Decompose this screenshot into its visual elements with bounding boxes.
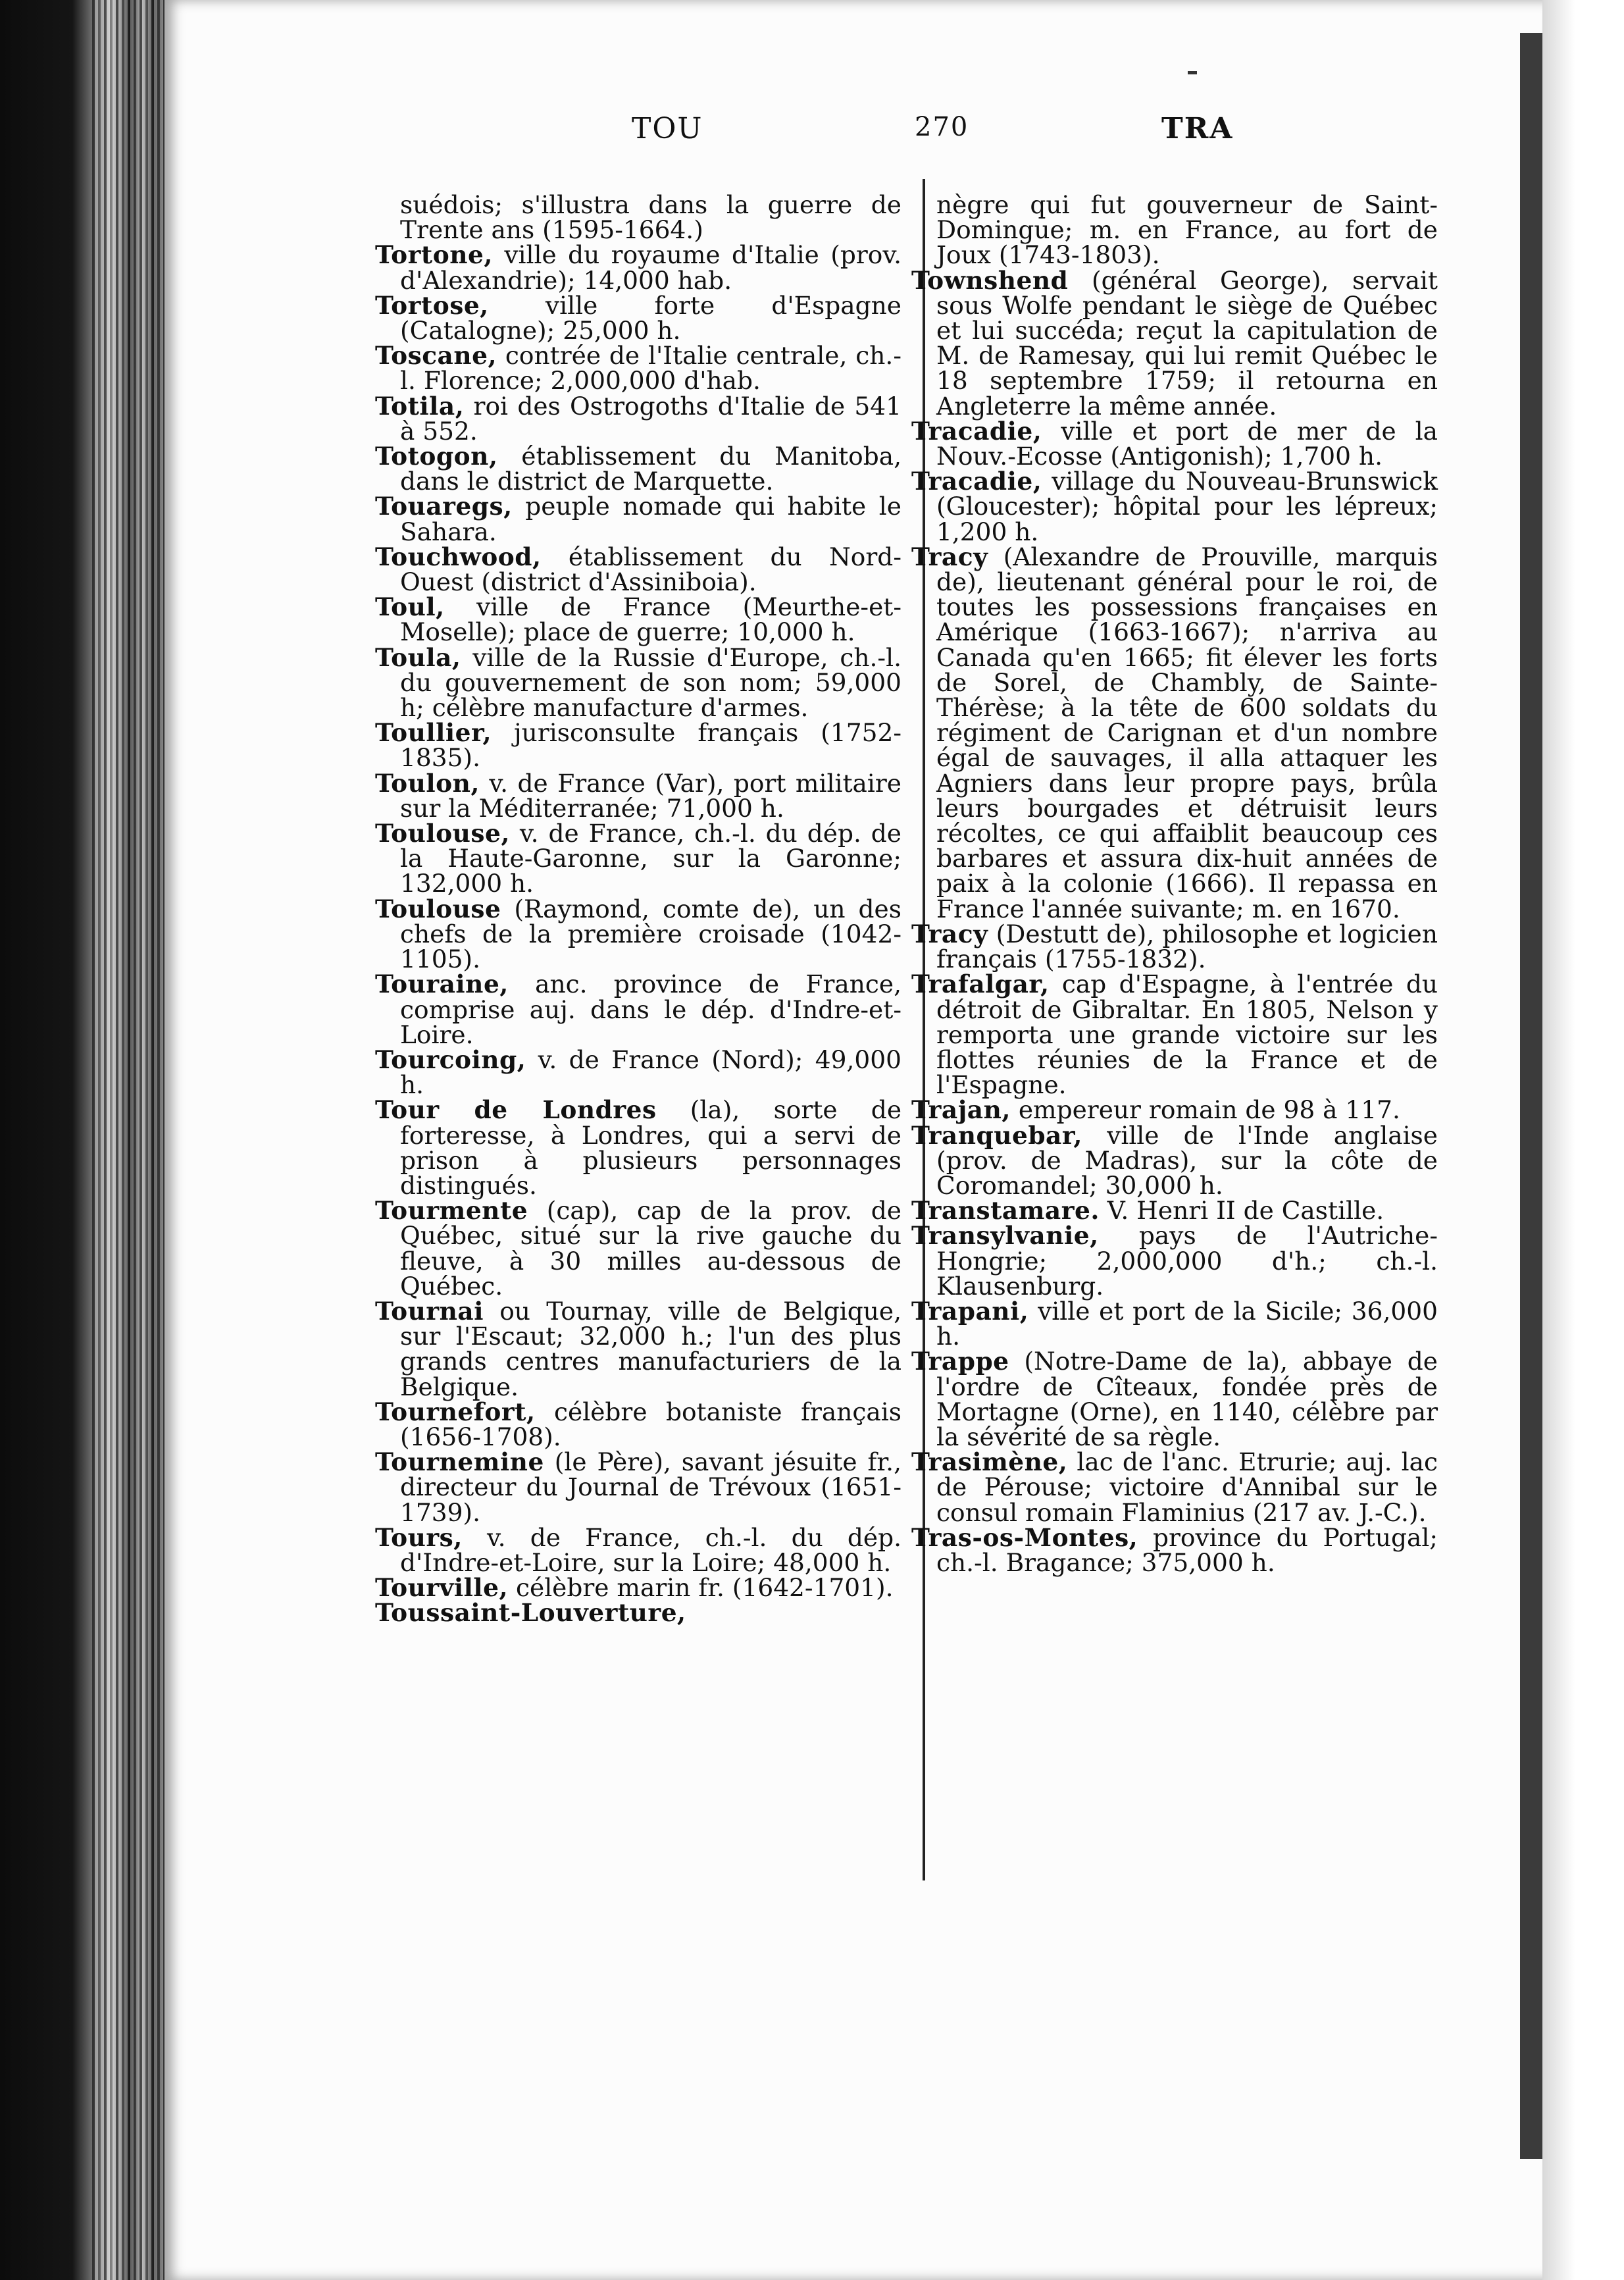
dictionary-entry	[375, 972, 901, 1047]
entry-headword: Tournemine	[375, 1447, 544, 1477]
entry-headword: Touchwood,	[375, 542, 542, 571]
book-page-edges	[92, 0, 171, 2280]
entry-headword: Tranquebar,	[911, 1120, 1082, 1150]
entry-definition: v. de France, ch.-l. du dép. de la Haute-Garonne, sur la Garonne; 132,000 h.	[400, 819, 901, 898]
dictionary-entry	[911, 1120, 1438, 1200]
entry-headword: Trafalgar,	[911, 970, 1050, 999]
entry-headword: Tracadie,	[911, 467, 1042, 496]
entry-definition: (Raymond, comte de), un des chefs de la première croisade (1042-1105).	[400, 894, 901, 974]
dictionary-entry	[375, 768, 901, 823]
dictionary-entry	[375, 1045, 901, 1100]
entry-definition: lac de l'anc. Etrurie; auj. lac de Pérouse; victoire d'Annibal sur le consul romain Flaminius (217 av. J.-C.).	[936, 1447, 1438, 1527]
entry-definition: établissement du Nord-Ouest (district d'Assiniboia).	[400, 542, 901, 597]
entry-headword: Tourcoing,	[375, 1045, 526, 1074]
entry-definition: suédois; s'illustra dans la guerre de Trente ans (1595-1664.)	[400, 190, 901, 245]
entry-definition: ville du royaume d'Italie (prov. d'Alexandrie); 14,000 hab.	[400, 240, 901, 295]
dictionary-entry	[375, 341, 901, 396]
right-column	[911, 192, 1438, 1575]
dictionary-entry	[911, 265, 1438, 421]
dictionary-entry	[375, 190, 901, 245]
entry-headword: Totila,	[375, 391, 465, 421]
dictionary-entry	[911, 416, 1438, 471]
dictionary-entry	[911, 1196, 1438, 1226]
entry-definition: (Destutt de), philosophe et logicien français (1755-1832).	[936, 919, 1438, 974]
dictionary-entry	[375, 444, 901, 494]
dictionary-entry	[375, 1522, 901, 1577]
entry-headword: Tour de Londres	[375, 1095, 657, 1125]
entry-headword: Touraine,	[375, 970, 509, 999]
dictionary-entry	[375, 718, 901, 773]
entry-headword: Toscane,	[375, 341, 497, 371]
entry-headword: Tournefort,	[375, 1397, 536, 1426]
entry-headword: Tracadie,	[911, 416, 1042, 446]
running-head-right: TRA	[1161, 112, 1234, 145]
dictionary-entry	[375, 1296, 901, 1401]
dictionary-entry	[911, 1522, 1438, 1577]
entry-headword: Toulouse	[375, 894, 501, 923]
entry-headword: Townshend	[911, 265, 1069, 295]
entry-definition: ville de l'Inde anglaise (prov. de Madras), sur la côte de Coromandel; 30,000 h.	[936, 1120, 1438, 1200]
entry-headword: Touaregs,	[375, 492, 513, 521]
scan-right-edge	[1520, 33, 1542, 2159]
entry-definition: (Notre-Dame de la), abbaye de l'ordre de Cîteaux, fondée près de Mortagne (Orne), en 1140, célèbre par la sévérité de sa règle.	[936, 1347, 1438, 1451]
dictionary-entry	[375, 1449, 901, 1525]
page-number: 270	[915, 112, 969, 142]
entry-definition: ville forte d'Espagne (Catalogne); 25,000 h.	[400, 290, 901, 346]
dictionary-entry	[375, 642, 901, 723]
dictionary-entry	[375, 391, 901, 446]
entry-definition: jurisconsulte français (1752-1835).	[400, 718, 901, 773]
entry-headword: Tourville,	[375, 1573, 509, 1603]
dictionary-entry	[375, 542, 901, 597]
entry-headword: Toulouse,	[375, 819, 510, 848]
dictionary-entry	[375, 1573, 901, 1603]
entry-definition: ville de la Russie d'Europe, ch.-l. du gouvernement de son nom; 59,000 h; célèbre manufacture d'armes.	[400, 642, 901, 723]
entry-definition: célèbre marin fr. (1642-1701).	[508, 1573, 894, 1603]
dictionary-entry	[375, 290, 901, 346]
dictionary-entry	[375, 1399, 901, 1449]
entry-headword: Toul,	[375, 592, 445, 622]
entry-headword: Tortone,	[375, 240, 493, 270]
entry-definition: nègre qui fut gouverneur de Saint-Domingue; m. en France, au fort de Joux (1743-1803).	[936, 190, 1438, 270]
entry-headword: Toulon,	[375, 768, 480, 798]
entry-headword: Tracy	[911, 919, 988, 948]
entry-definition: établissement du Manitoba, dans le district de Marquette.	[400, 442, 901, 496]
entry-definition: (général George), servait sous Wolfe pendant le siège de Québec et lui succéda; reçut la capitulation de M. de Ramesay, qui lui remit Québec le 18 septembre 1759; il retourna en Angleterre la même année.	[936, 265, 1438, 421]
entry-definition: (le Père), savant jésuite fr., directeur du Journal de Trévoux (1651-1739).	[400, 1447, 901, 1527]
dictionary-entry	[911, 1349, 1438, 1449]
entry-headword: Trapani,	[911, 1296, 1029, 1326]
entry-headword: Transtamare.	[911, 1196, 1100, 1226]
dictionary-entry	[375, 592, 901, 647]
entry-headword: Tracy	[911, 542, 988, 571]
entry-headword: Toullier,	[375, 718, 492, 748]
dictionary-entry	[375, 1097, 901, 1198]
entry-definition: cap d'Espagne, à l'entrée du détroit de Gibraltar. En 1805, Nelson y remporta une grande victoire sur les flottes réunies de la France et de l'Espagne.	[936, 970, 1438, 1100]
entry-definition: village du Nouveau-Brunswick (Gloucester); hôpital pour les lépreux; 1,200 h.	[936, 467, 1438, 546]
dictionary-entry	[911, 1223, 1438, 1299]
scan-right-margin	[1542, 0, 1624, 2280]
entry-definition: v. de France, ch.-l. du dép. d'Indre-et-Loire, sur la Loire; 48,000 h.	[400, 1522, 901, 1577]
entry-headword: Trappe	[911, 1347, 1009, 1376]
entry-definition: contrée de l'Italie centrale, ch.-l. Florence; 2,000,000 d'hab.	[400, 341, 901, 396]
dictionary-entry	[911, 1095, 1438, 1125]
dictionary-entry	[375, 1598, 901, 1628]
print-mark	[1188, 71, 1197, 74]
entry-definition: V. Henri II de Castille.	[1099, 1196, 1384, 1226]
entry-headword: Tourmente	[375, 1196, 528, 1226]
entry-definition: province du Portugal; ch.-l. Bragance; 375,000 h.	[936, 1522, 1438, 1577]
dictionary-entry	[375, 821, 901, 896]
entry-definition: ville et port de mer de la Nouv.-Ecosse (Antigonish); 1,700 h.	[936, 416, 1438, 471]
dictionary-entry	[911, 970, 1438, 1100]
entry-headword: Toula,	[375, 642, 461, 672]
entry-definition: pays de l'Autriche-Hongrie; 2,000,000 d'h.; ch.-l. Klausenburg.	[936, 1221, 1438, 1301]
dictionary-entry	[911, 192, 1438, 268]
dictionary-entry	[911, 544, 1438, 921]
entry-definition: (Alexandre de Prouville, marquis de), lieutenant général pour le roi, de toutes les possessions françaises en Amérique (1663-1667); n'arriva au Canada qu'en 1665; fit élever les forts de Sorel, de Chambly, de Sainte-Thérèse; à la tête de 600 soldats du régiment de Carignan et d'un nombre égal de sauvages, il alla attaquer les Agniers dans leur propre pays, brûla leurs bourgades et détruisit leurs récoltes, ce qui affaiblit beaucoup ces barbares et assura dix-huit années de paix à la colonie (1666). Il repassa en France l'année suivante; m. en 1670.	[936, 542, 1438, 923]
dictionary-entry	[375, 896, 901, 972]
entry-definition: ville de France (Meurthe-et-Moselle); place de guerre; 10,000 h.	[400, 592, 901, 647]
entry-definition: (cap), cap de la prov. de Québec, situé sur la rive gauche du fleuve, à 30 milles au-dessous de Québec.	[400, 1196, 901, 1301]
left-column	[375, 192, 901, 1626]
dictionary-entry	[911, 921, 1438, 972]
entry-definition: ou Tournay, ville de Belgique, sur l'Escaut; 32,000 h.; l'un des plus grands centres manufacturiers de la Belgique.	[400, 1296, 901, 1401]
entry-headword: Totogon,	[375, 442, 498, 471]
entry-headword: Tras-os-Montes,	[911, 1522, 1138, 1552]
entry-headword: Trasimène,	[911, 1447, 1068, 1477]
entry-definition: v. de France (Nord); 49,000 h.	[400, 1045, 901, 1100]
entry-headword: Transylvanie,	[911, 1221, 1099, 1251]
entry-definition: peuple nomade qui habite le Sahara.	[400, 492, 901, 546]
entry-definition: célèbre botaniste français (1656-1708).	[400, 1397, 901, 1451]
entry-headword: Tortose,	[375, 290, 489, 320]
dictionary-entry	[375, 1198, 901, 1299]
entry-definition: ville et port de la Sicile; 36,000 h.	[936, 1296, 1438, 1351]
entry-definition: anc. province de France, comprise auj. dans le dép. d'Indre-et-Loire.	[400, 970, 901, 1049]
dictionary-entry	[911, 1296, 1438, 1351]
dictionary-entry	[375, 494, 901, 544]
entry-definition: v. de France (Var), port militaire sur la Méditerranée; 71,000 h.	[400, 768, 901, 823]
entry-headword: Trajan,	[911, 1095, 1011, 1125]
entry-definition: roi des Ostrogoths d'Italie de 541 à 552.	[400, 391, 901, 446]
running-head-left: TOU	[632, 112, 703, 145]
entry-headword: Tours,	[375, 1522, 463, 1552]
entry-headword: Tournai	[375, 1296, 484, 1326]
dictionary-entry	[375, 240, 901, 295]
dictionary-entry	[911, 469, 1438, 544]
entry-definition: (la), sorte de forteresse, à Londres, qui a servi de prison à plusieurs personnages distingués.	[400, 1095, 902, 1200]
entry-definition: empereur romain de 98 à 117.	[1010, 1095, 1400, 1125]
dictionary-entry	[911, 1449, 1438, 1525]
entry-headword: Toussaint-Louverture,	[375, 1598, 686, 1628]
